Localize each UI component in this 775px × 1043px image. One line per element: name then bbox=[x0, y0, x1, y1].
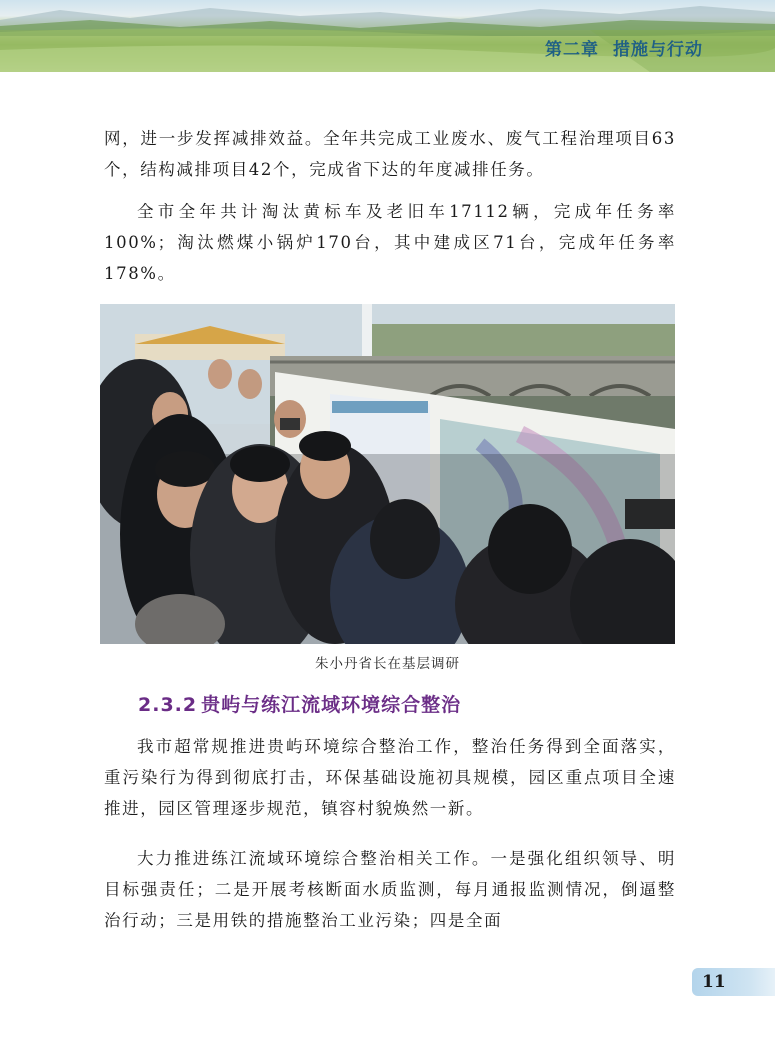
section-heading bbox=[138, 690, 461, 717]
section-title: 贵屿与练江流域环境综合整治 bbox=[201, 694, 462, 716]
field-inspection-photo bbox=[100, 304, 675, 644]
chapter-name: 措施与行动 bbox=[613, 40, 703, 60]
photo-caption: 朱小丹省长在基层调研 bbox=[315, 656, 460, 672]
header-banner bbox=[0, 0, 775, 72]
paragraph-emission-reduction: 网，进一步发挥减排效益。全年共完成工业废水、废气工程治理项目63个，结构减排项目42个，完成省下达的年度减排任务。 bbox=[104, 129, 676, 179]
paragraph-guiyu-remediation: 我市超常规推进贵屿环境综合整治工作，整治任务得到全面落实，重污染行为得到彻底打击，环保基础设施初具规模，园区重点项目全速推进，园区管理逐步规范，镇容村貌焕然一新。 bbox=[104, 737, 676, 818]
page-number: 11 bbox=[702, 972, 726, 992]
chapter-title bbox=[545, 35, 703, 60]
chapter-label: 第二章 bbox=[545, 40, 599, 60]
section-number: 2.3.2 bbox=[138, 694, 198, 716]
paragraph-vehicle-boiler-elimination: 全市全年共计淘汰黄标车及老旧车17112辆，完成年任务率100%；淘汰燃煤小锅炉170台，其中建成区71台，完成年任务率178%。 bbox=[104, 202, 676, 283]
paragraph-lianjiang-remediation: 大力推进练江流域环境综合整治相关工作。一是强化组织领导、明目标强责任；二是开展考核断面水质监测，每月通报监测情况，倒逼整治行动；三是用铁的措施整治工业污染；四是全面 bbox=[104, 849, 676, 930]
